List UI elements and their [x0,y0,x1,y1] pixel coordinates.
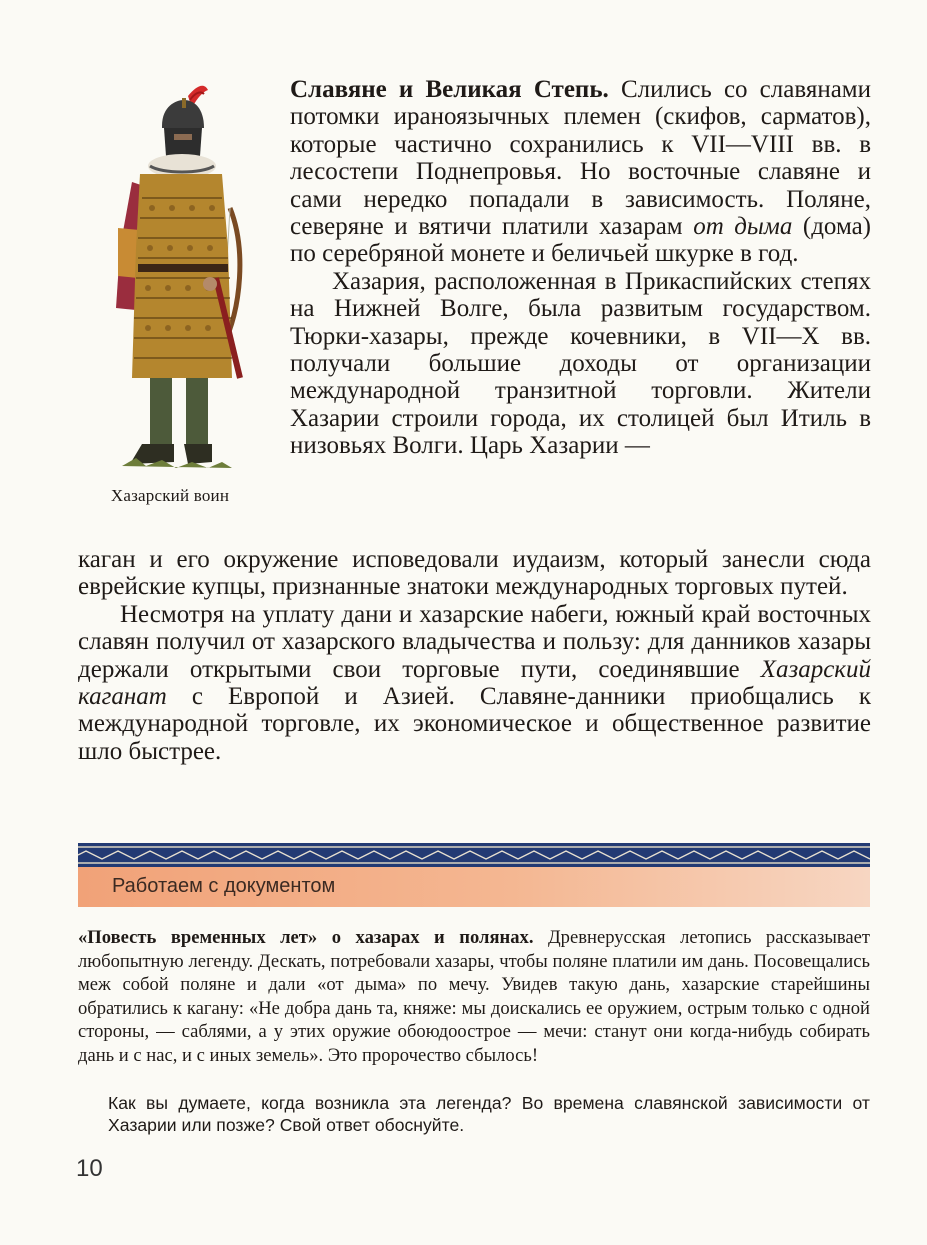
illustration-caption: Хазарский воин [110,486,230,505]
paragraph-text: с Европой и Азией. Славяне-данники приобщались к международной торговле, их экономическое и общественное развитие шло быстрее. [78,683,871,765]
document-heading: «Повесть временных лет» о хазарах и полянах. [78,927,534,948]
document-question: Как вы думаете, когда возникла эта легенда? Во времена славянской зависимости от Хазарии или позже? Свой ответ обоснуйте. [108,1093,870,1135]
main-text-column [290,76,871,460]
paragraph-heading: Славяне и Великая Степь. [290,76,609,103]
document-text: Древнерусская летопись рассказывает любопытную легенду. Дескать, потребовали хазары, чтобы поляне платили им дань. Посовещались меж собой поляне и дали «от дыма» по мечу. Увидев такую дань, хазарские старейшины обратились к кагану: «Не добра дань та, княже: мы доискались ее оружием, острым только с одной стороны, — саблями, а у этих оружие обоюдоострое — мечи: станут они когда-нибудь собирать дань и с нас, и с иных земель». Это пророчество сбылось! [78,927,870,1066]
ornament-band [78,843,870,867]
khazar-warrior-illustration [92,78,252,478]
paragraph-text: Слились со славянами потомки ираноязычных племен (скифов, сарматов), которые частично сохранились к VII—VIII вв. в лесостепи Поднепровья. Но восточные славяне и сами нередко попадали в зависимость. Поляне, северяне и вятичи платили хазарам [290,76,871,241]
italic-term: Хазарский каганат [78,655,871,711]
main-text-full [78,546,871,765]
paragraph-text: Несмотря на уплату дани и хазарские набеги, южный край восточных славян получил от хазарского владычества и пользу: для данников хазары держали открытыми свои торговые пути, соединявшие [78,600,871,683]
paragraph-benefit [78,601,871,765]
paragraph-slavs-steppe [290,76,871,268]
document-section-header [78,867,870,907]
paragraph-khazaria: Хазария, расположенная в Прикаспийских степях на Нижней Волге, была развитым государством. Тюрки-хазары, прежде кочевники, в VII—X вв. получали большие доходы от организации международной транзитной торговли. Жители Хазарии строили города, их столицей был Итиль в низовьях Волги. Царь Хазарии — [290,267,871,460]
page-number: 10 [76,1155,103,1182]
italic-term: от дыма [693,213,793,241]
paragraph-text: (дома) по серебряной монете и беличьей шкурке в год. [290,213,872,268]
document-section-title: Работаем с документом [112,875,336,897]
document-excerpt [78,926,870,1068]
paragraph-khazaria-continued: каган и его окружение исповедовали иудаизм, который занесли сюда еврейские купцы, признанные знатоки международных торговых путей. [78,546,871,601]
